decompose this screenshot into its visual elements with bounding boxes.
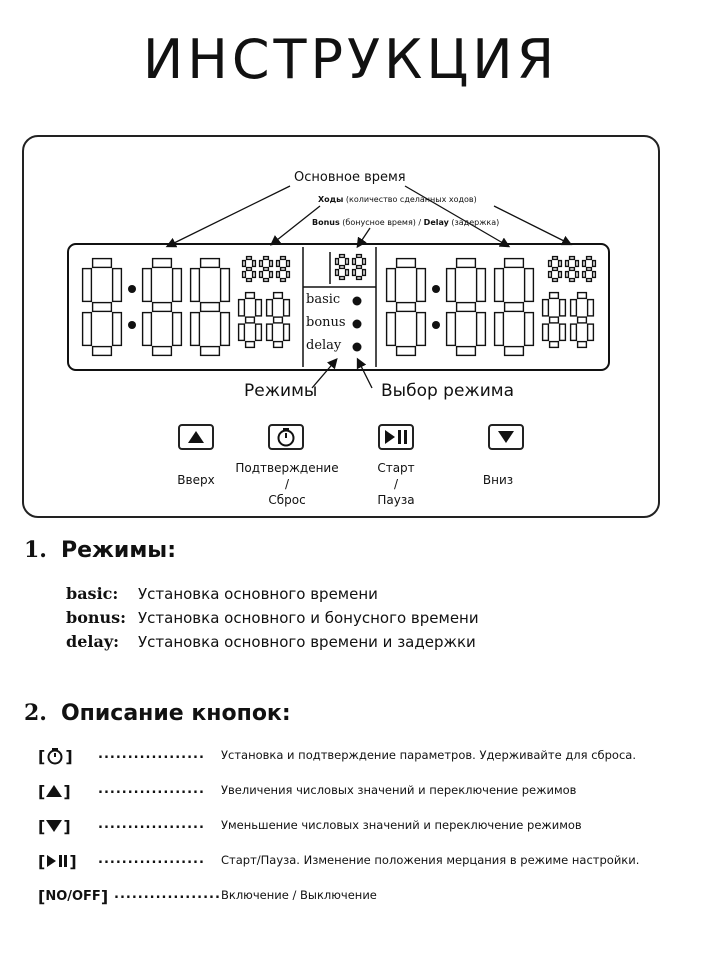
key-icon: [ ] xyxy=(38,781,71,801)
key-desc: Старт/Пауза. Изменение положения мерцания в режиме настройки. xyxy=(221,853,640,867)
mode-term: delay: xyxy=(66,632,120,651)
on-off-icon: [ NO/OFF ] xyxy=(38,886,109,906)
delay-label-bold: Delay xyxy=(423,218,449,227)
caption-line: / xyxy=(284,477,290,491)
bonus-indicator-icon xyxy=(353,320,362,329)
lcd-digit xyxy=(336,255,349,280)
lcd-colon-dot xyxy=(432,285,440,293)
lcd-digit xyxy=(543,293,566,348)
leader-dots: .................. xyxy=(114,887,221,902)
timer-icon xyxy=(275,427,297,447)
confirm-reset-button[interactable] xyxy=(268,424,304,450)
caption-line: Подтверждение xyxy=(235,461,339,475)
section-number: 1. xyxy=(24,537,47,563)
confirm-caption xyxy=(232,460,342,508)
mode-desc: Установка основного времени xyxy=(138,585,378,603)
moves-label-rest: (количество сделанных ходов) xyxy=(345,195,477,204)
mode-item-bonus xyxy=(66,608,479,627)
start-caption xyxy=(356,460,436,508)
key-desc: Увеличения числовых значений и переключение режимов xyxy=(221,783,577,797)
modes-section-title xyxy=(24,537,176,563)
down-button[interactable] xyxy=(488,424,524,450)
lcd-digit xyxy=(495,259,534,356)
key-desc: Установка и подтверждение параметров. Удерживайте для сброса. xyxy=(221,748,636,762)
leader-dots: .................. xyxy=(98,782,205,797)
down-triangle-icon xyxy=(45,819,63,833)
lcd-digit xyxy=(191,259,230,356)
key-row-up xyxy=(38,780,688,802)
mode-item-basic xyxy=(66,584,378,603)
mode-item-delay xyxy=(66,632,476,651)
lcd-colon-dot xyxy=(128,285,136,293)
lcd-digit xyxy=(267,293,290,348)
caption-line: Старт xyxy=(377,461,415,475)
down-caption xyxy=(458,472,538,488)
lcd-digit xyxy=(549,257,562,282)
up-button[interactable] xyxy=(178,424,214,450)
buttons-section-title xyxy=(24,700,291,726)
lcd-colon-dot xyxy=(128,321,136,329)
on-off-label: NO/OFF xyxy=(45,888,101,904)
play-pause-icon xyxy=(382,428,410,446)
page-title: ИНСТРУКЦИЯ xyxy=(142,28,559,91)
bonus-delay-label xyxy=(312,218,499,227)
key-desc: Включение / Выключение xyxy=(221,888,377,902)
delay-label-rest: (задержка) xyxy=(451,218,500,227)
moves-label xyxy=(318,195,477,204)
section-title-text: Режимы: xyxy=(60,538,176,563)
modes-label: Режимы xyxy=(244,381,318,401)
key-desc: Уменьшение числовых значений и переключение режимов xyxy=(221,818,582,832)
key-icon: [ ] xyxy=(38,816,71,836)
lcd-digit xyxy=(566,257,579,282)
section-number: 2. xyxy=(24,700,47,726)
play-pause-icon xyxy=(45,853,69,869)
timer-icon xyxy=(45,747,65,765)
start-pause-button[interactable] xyxy=(378,424,414,450)
main-time-label: Основное время xyxy=(294,170,406,185)
delay-indicator-icon xyxy=(353,343,362,352)
lcd-mode-basic: basic xyxy=(306,292,341,307)
key-icon: [ ] xyxy=(38,746,73,766)
up-triangle-icon xyxy=(45,784,63,798)
bonus-label-mid: (бонусное время) / xyxy=(342,218,422,227)
key-row-down xyxy=(38,815,688,837)
lcd-digit xyxy=(143,259,182,356)
mode-select-label: Выбор режима xyxy=(381,381,515,401)
leader-dots: .................. xyxy=(98,852,205,867)
lcd-digit xyxy=(83,259,122,356)
caption-line: / xyxy=(393,477,399,491)
lcd-digit xyxy=(447,259,486,356)
moves-label-bold: Ходы xyxy=(318,195,344,204)
lcd-digit xyxy=(239,293,262,348)
section-title-text: Описание кнопок: xyxy=(60,701,291,726)
up-caption xyxy=(146,472,246,488)
mode-term: basic: xyxy=(66,584,119,603)
lcd-mode-bonus: bonus xyxy=(306,315,346,330)
lcd-digit xyxy=(243,257,256,282)
caption-line: Вниз xyxy=(482,473,514,487)
lcd-digit xyxy=(583,257,596,282)
key-row-power xyxy=(38,885,688,907)
mode-desc: Установка основного и бонусного времени xyxy=(138,609,479,627)
caption-line: Сброс xyxy=(268,493,306,507)
lcd-mode-delay: delay xyxy=(306,338,342,353)
caption-line: Вверх xyxy=(177,473,215,487)
lcd-digit xyxy=(387,259,426,356)
basic-indicator-icon xyxy=(353,297,362,306)
leader-dots: .................. xyxy=(98,817,205,832)
mode-term: bonus: xyxy=(66,608,127,627)
lcd-digit xyxy=(353,255,366,280)
bonus-label-bold: Bonus xyxy=(312,218,340,227)
lcd-digit xyxy=(260,257,273,282)
up-triangle-icon xyxy=(186,429,206,445)
mode-desc: Установка основного времени и задержки xyxy=(138,633,476,651)
lcd-colon-dot xyxy=(432,321,440,329)
key-row-start-pause xyxy=(38,850,688,872)
caption-line: Пауза xyxy=(377,493,415,507)
down-triangle-icon xyxy=(496,429,516,445)
key-icon: [ ] xyxy=(38,851,77,871)
leader-dots: .................. xyxy=(98,747,205,762)
lcd-digit xyxy=(571,293,594,348)
key-row-confirm xyxy=(38,745,688,767)
lcd-digit xyxy=(277,257,290,282)
